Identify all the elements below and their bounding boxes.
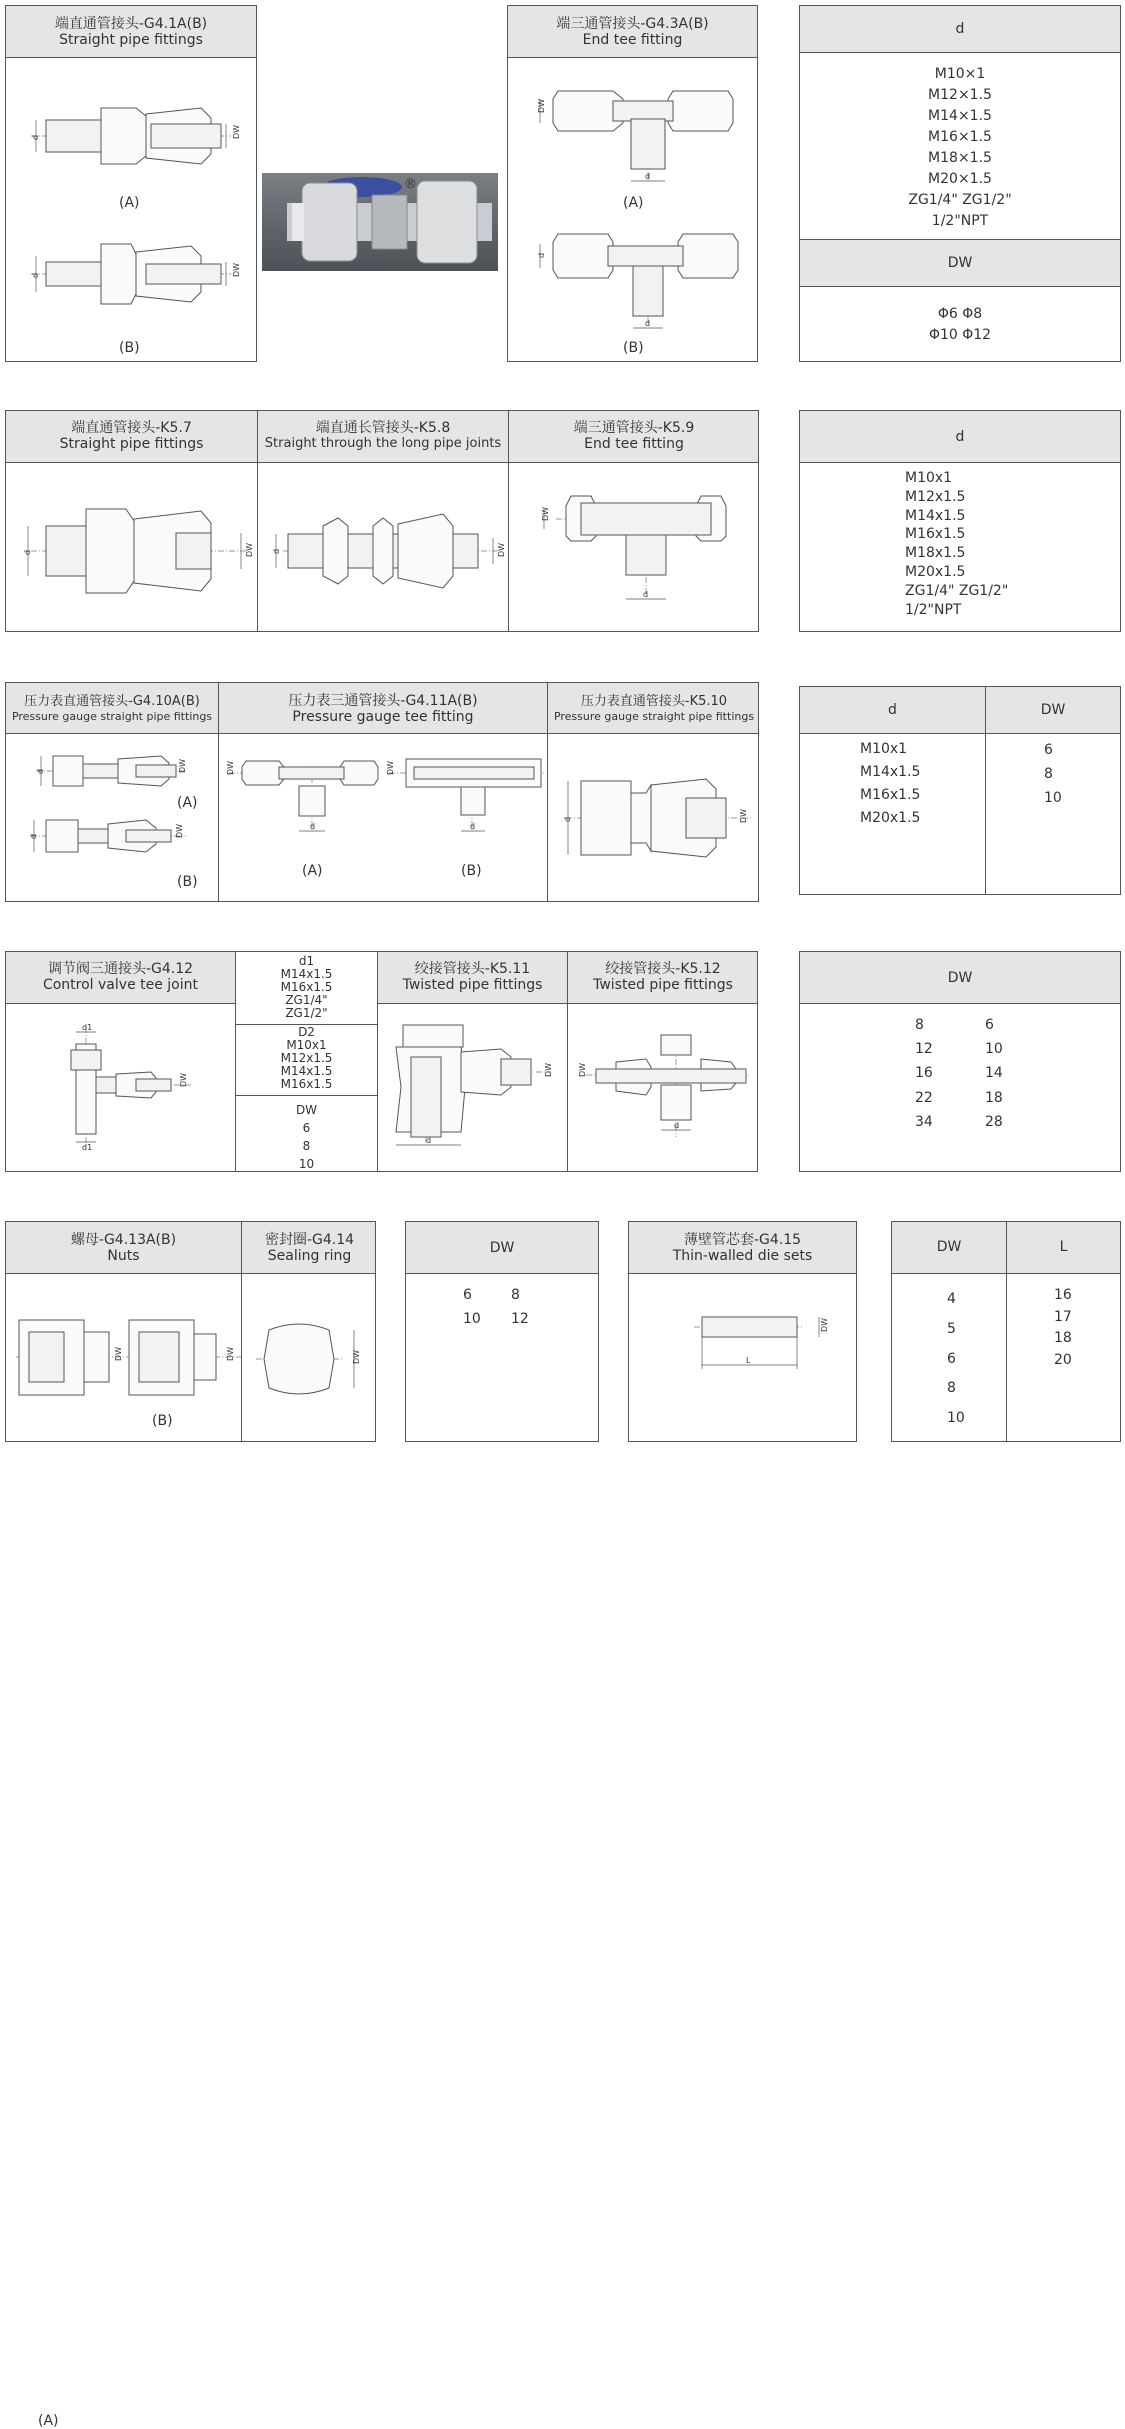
dw-header: DW <box>406 1222 598 1274</box>
svg-text:d: d <box>643 590 649 599</box>
d-header: d <box>888 702 897 718</box>
l-header: L <box>1059 1239 1068 1255</box>
drawing-g43-a <box>528 81 743 191</box>
d-value: M10×1 <box>934 66 986 82</box>
label-a: (A) <box>302 863 323 879</box>
g414-title <box>242 1232 377 1264</box>
dw-table-row5 <box>405 1221 599 1442</box>
title-en: Nuts <box>107 1248 140 1264</box>
svg-text:DW: DW <box>114 1346 123 1361</box>
svg-text:d: d <box>31 272 40 278</box>
label-a: (A) <box>623 195 644 211</box>
title-en: Straight through the long pipe joints <box>264 436 502 451</box>
drawing-g41-a <box>26 96 241 176</box>
title-cn: 密封圈-G4.14 <box>264 1232 355 1248</box>
svg-text:DW: DW <box>497 542 506 557</box>
panel-row2 <box>5 410 759 632</box>
drawing-g413-b <box>124 1312 244 1402</box>
d-value: M20x1.5 <box>860 810 921 826</box>
dw-values <box>800 304 1120 346</box>
registered-mark: ® <box>404 177 417 192</box>
dw-value: 28 <box>985 1113 1003 1130</box>
panel-header <box>6 6 256 58</box>
dw-value: 6 <box>463 1287 472 1303</box>
d-value: M12x1.5 <box>905 488 966 505</box>
k511-title <box>378 961 567 993</box>
spec-table-row1 <box>799 5 1121 362</box>
dw-value: 8 <box>915 1017 924 1033</box>
drawing-g410-a <box>31 751 191 791</box>
svg-text:d: d <box>23 549 32 555</box>
dw-value: 6 <box>985 1017 994 1033</box>
k57-title <box>6 420 257 452</box>
d2-value: M10x1 <box>286 1038 327 1052</box>
label-b: (B) <box>623 340 644 356</box>
k59-title <box>509 420 759 452</box>
svg-text:d: d <box>645 172 651 181</box>
title-en: Straight pipe fittings <box>59 31 203 48</box>
svg-text:DW: DW <box>232 262 241 277</box>
dw-col1 <box>463 1283 481 1331</box>
dw-values <box>1044 738 1062 810</box>
svg-text:d: d <box>29 833 38 839</box>
panel-g41 <box>5 5 257 362</box>
svg-text:DW: DW <box>178 758 187 773</box>
g413-title <box>6 1232 241 1264</box>
d-header: d <box>800 6 1120 53</box>
drawing-g412 <box>56 1022 196 1152</box>
dw-value: 10 <box>985 1041 1003 1058</box>
d-value: ZG1/4" ZG1/2" <box>908 192 1012 208</box>
drawing-g410-b <box>26 816 191 856</box>
d-values <box>905 469 1008 619</box>
dw-value: 22 <box>915 1089 933 1106</box>
k510-title <box>548 694 760 724</box>
title-en: End tee fitting <box>582 31 683 48</box>
drawing-g415 <box>694 1307 844 1377</box>
label-a: (A) <box>38 2413 59 2429</box>
svg-text:d: d <box>310 822 316 831</box>
d-value: M12×1.5 <box>928 87 992 103</box>
title-cn: 端直通管接头-K5.7 <box>71 420 192 436</box>
d-values <box>800 64 1120 232</box>
drawing-g411-b <box>384 751 546 836</box>
d-value: 1/2"NPT <box>905 601 962 618</box>
label-a: (A) <box>119 195 140 211</box>
k512-title <box>568 961 758 993</box>
d-values <box>860 738 920 830</box>
d-value: M14x1.5 <box>905 507 966 524</box>
svg-text:DW: DW <box>179 1072 188 1087</box>
dw-value: 6 <box>302 1121 311 1135</box>
dw-value: 34 <box>915 1113 933 1130</box>
divider <box>985 687 986 894</box>
svg-text:DW: DW <box>544 1062 553 1077</box>
svg-text:d: d <box>272 548 281 554</box>
svg-text:DW: DW <box>226 1346 235 1361</box>
dw-header: DW <box>936 1239 962 1255</box>
label-b: (B) <box>119 340 140 356</box>
drawing-k511 <box>391 1017 561 1157</box>
dw-value: 4 <box>947 1291 956 1307</box>
spec-table-row4 <box>799 951 1121 1172</box>
svg-text:DW: DW <box>739 808 748 823</box>
svg-text:d1: d1 <box>82 1023 93 1032</box>
title-en: Pressure gauge tee fitting <box>292 709 474 725</box>
d-value: M20×1.5 <box>928 171 992 187</box>
svg-text:d: d <box>426 1136 432 1145</box>
title-en: Control valve tee joint <box>42 977 199 993</box>
drawing-k510 <box>556 773 756 863</box>
panel-g43 <box>507 5 758 362</box>
svg-text:DW: DW <box>175 823 184 838</box>
dw-header: DW <box>1040 702 1066 718</box>
d-value: M10x1 <box>860 741 908 757</box>
title-cn: 端三通管接头-G4.3A(B) <box>556 15 709 32</box>
mid-d2 <box>236 1026 377 1091</box>
svg-text:L: L <box>746 1356 751 1365</box>
d1-value: d1 <box>298 954 315 968</box>
svg-text:DW: DW <box>352 1349 361 1364</box>
title-en: End tee fitting <box>584 436 684 452</box>
dw-value: 10 <box>947 1410 965 1427</box>
panel-header <box>629 1222 856 1274</box>
label-b: (B) <box>461 863 482 879</box>
svg-text:DW: DW <box>226 760 235 775</box>
d2-value: D2 <box>298 1025 315 1039</box>
d-value: 1/2"NPT <box>931 213 989 229</box>
panel-row3 <box>5 682 759 902</box>
g412-title <box>6 961 235 993</box>
panel-g413-g414 <box>5 1221 376 2429</box>
fitting-photo <box>262 173 498 271</box>
svg-text:d: d <box>537 252 546 258</box>
title-en: Thin-walled die sets <box>672 1247 813 1264</box>
d-value: M14x1.5 <box>860 764 921 780</box>
svg-text:DW: DW <box>578 1062 587 1077</box>
title-cn: 薄壁管芯套-G4.15 <box>683 1231 802 1248</box>
svg-text:d: d <box>563 816 572 822</box>
d2-value: M12x1.5 <box>280 1051 333 1065</box>
fitting-photo-drawing <box>262 173 498 271</box>
d-header: d <box>800 411 1120 463</box>
drawing-g41-b <box>26 234 241 314</box>
drawing-g411-a <box>224 751 384 836</box>
l-value: 18 <box>1054 1330 1072 1346</box>
svg-text:d1: d1 <box>82 1143 93 1152</box>
dw-col1 <box>915 1013 933 1134</box>
dw-value: 8 <box>1044 766 1053 782</box>
title-en: Straight pipe fittings <box>59 436 204 452</box>
title-cn: 端直通管接头-G4.1A(B) <box>54 15 208 32</box>
drawing-k58 <box>268 506 506 596</box>
l-value: 16 <box>1054 1287 1072 1303</box>
g411-title <box>219 693 547 725</box>
d-value: M10x1 <box>905 470 953 486</box>
svg-text:d: d <box>674 1121 680 1130</box>
title-en: Twisted pipe fittings <box>593 977 733 993</box>
dw-values <box>947 1285 965 1434</box>
label-b: (B) <box>152 1413 173 1429</box>
dw-value: Φ6 Φ8 <box>937 306 983 322</box>
panel-row4 <box>5 951 758 1172</box>
dw-value: 14 <box>985 1065 1003 1082</box>
title-cn: 压力表直通管接头-K5.10 <box>580 694 728 709</box>
title-cn: 绞接管接头-K5.12 <box>605 961 721 977</box>
d1-value: ZG1/2" <box>285 1006 328 1020</box>
dw-value: 5 <box>947 1320 956 1337</box>
title-cn: 压力表三通管接头-G4.11A(B) <box>288 693 478 709</box>
l-value: 17 <box>1054 1308 1072 1325</box>
spec-table-row2 <box>799 410 1121 632</box>
label-b: (B) <box>177 874 198 890</box>
drawing-g43-b <box>528 226 743 336</box>
svg-text:DW: DW <box>232 124 241 139</box>
svg-text:DW: DW <box>537 98 546 113</box>
drawing-k59 <box>526 491 746 606</box>
d-value: M14×1.5 <box>928 108 992 124</box>
mid-divider <box>236 1095 377 1096</box>
title-en: Pressure gauge straight pipe fittings <box>11 710 213 723</box>
d2-value: M14x1.5 <box>280 1064 333 1078</box>
dw-l-table <box>891 1221 1121 1442</box>
l-value: 20 <box>1054 1351 1072 1368</box>
dw-value: 8 <box>947 1380 956 1397</box>
dw-value: Φ10 Φ12 <box>928 327 992 343</box>
dw-value: 10 <box>463 1311 481 1327</box>
drawing-k512 <box>576 1027 756 1142</box>
d-value: M16x1.5 <box>905 526 966 543</box>
l-values <box>1054 1285 1072 1371</box>
title-cn: 绞接管接头-K5.11 <box>414 961 531 977</box>
dw-value: 10 <box>1044 790 1062 806</box>
d-value: M18×1.5 <box>928 150 992 166</box>
svg-text:DW: DW <box>386 760 395 775</box>
dw-value: 6 <box>947 1350 956 1367</box>
drawing-g414 <box>254 1322 369 1397</box>
svg-text:d: d <box>470 822 476 831</box>
dw-value: 8 <box>511 1287 520 1303</box>
dw-value: 16 <box>915 1065 933 1082</box>
title-en: Twisted pipe fittings <box>402 977 543 993</box>
spec-table-row3 <box>799 686 1121 895</box>
d1-value: M16x1.5 <box>280 980 333 994</box>
title-cn: 端直通长管接头-K5.8 <box>315 420 451 436</box>
dw-value: 18 <box>985 1089 1003 1106</box>
d-value: M20x1.5 <box>905 563 966 580</box>
dw-value: 6 <box>1044 742 1053 758</box>
label-a: (A) <box>177 795 198 811</box>
dw-value: 10 <box>298 1157 315 1171</box>
svg-text:d: d <box>645 319 651 328</box>
title-cn: 端三通管接头-K5.9 <box>573 420 695 436</box>
dw-value: 12 <box>511 1311 529 1327</box>
mid-d1 <box>236 955 377 1020</box>
d1-value: M14x1.5 <box>280 967 333 981</box>
dw-value: 8 <box>302 1139 311 1153</box>
dw-value: DW <box>295 1103 318 1117</box>
svg-text:d: d <box>36 768 45 774</box>
dw-col2 <box>985 1013 1003 1134</box>
svg-text:d: d <box>31 134 40 140</box>
d1-value: ZG1/4" <box>285 993 328 1007</box>
panel-g415 <box>628 1221 857 1442</box>
g410-title <box>6 694 218 724</box>
dw-value: 12 <box>915 1041 933 1058</box>
d2-value: M16x1.5 <box>280 1077 333 1091</box>
svg-text:DW: DW <box>245 542 254 557</box>
d-value: ZG1/4" ZG1/2" <box>905 582 1009 599</box>
drawing-g413-a <box>14 1312 129 1402</box>
title-cn: 调节阀三通接头-G4.12 <box>47 961 194 977</box>
d-value: M18x1.5 <box>905 545 966 562</box>
svg-text:DW: DW <box>541 506 550 521</box>
k58-title <box>258 420 508 452</box>
mid-dw <box>236 1101 377 1173</box>
title-en: Pressure gauge straight pipe fittings <box>553 710 755 723</box>
drawing-k57 <box>16 501 254 601</box>
d-value: M16×1.5 <box>928 129 992 145</box>
dw-header: DW <box>800 239 1120 287</box>
d-value: M16x1.5 <box>860 787 921 803</box>
panel-header <box>508 6 757 58</box>
svg-text:DW: DW <box>820 1317 829 1332</box>
title-cn: 螺母-G4.13A(B) <box>70 1232 177 1248</box>
dw-header: DW <box>800 952 1120 1004</box>
dw-col2 <box>511 1283 529 1331</box>
title-cn: 压力表直通管接头-G4.10A(B) <box>24 694 200 709</box>
title-en: Sealing ring <box>267 1248 352 1264</box>
